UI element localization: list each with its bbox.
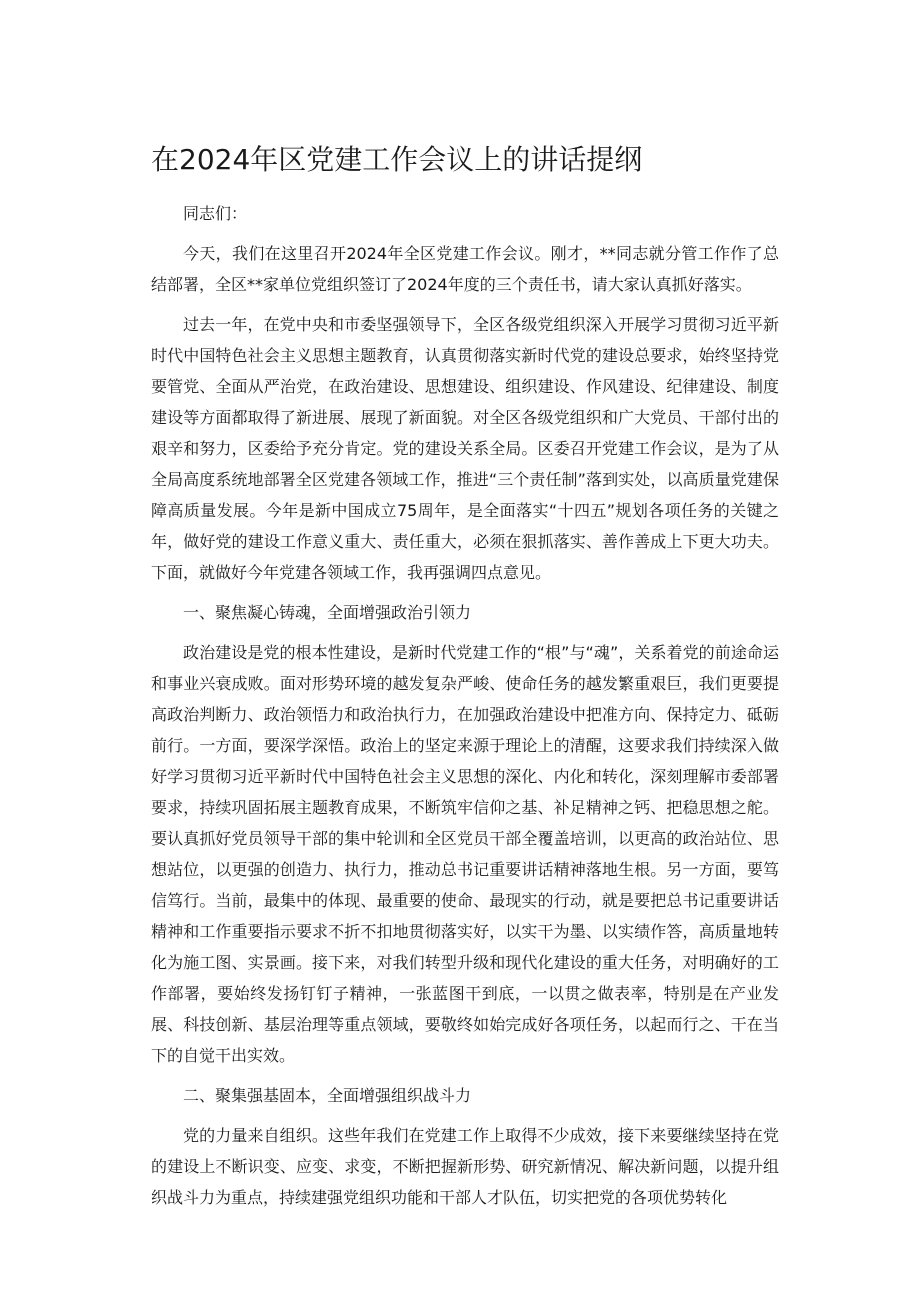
- document-title: 在2024年区党建工作会议上的讲话提纲: [151, 143, 643, 176]
- paragraph-organization: 党的力量来自组织。这些年我们在党建工作上取得不少成效，接下来要继续坚持在党的建设上不断识变、应变、求变，不断把握新形势、研究新情况、解决新问题，以提升组织战斗力为重点，持续建强党组织功能和干部人才队伍，切实把党的各项优势转化: [151, 1126, 779, 1207]
- section-heading-2: 二、聚集强基固本，全面增强组织战斗力: [183, 1086, 472, 1105]
- paragraph-political: 政治建设是党的根本性建设，是新时代党建工作的“根”与“魂”，关系着党的前途命运和事业兴衰成败。面对形势环境的越发复杂严峻、使命任务的越发繁重艰巨，我们更要提高政治判断力、政治领悟力和政治执行力，在加强政治建设中把准方向、保持定力、砥砺前行。一方面，要深学深悟。政治上的坚定来源于理论上的清醒，这要求我们持续深入做好学习贯彻习近平新时代中国特色社会主义思想的深化、内化和转化，深刻理解市委部署要求，持续巩固拓展主题教育成果，不断筑牢信仰之基、补足精神之钙、把稳思想之舵。要认真抓好党员领导干部的集中轮训和全区党员干部全覆盖培训，以更高的政治站位、思想站位，以更强的创造力、执行力，推动总书记重要讲话精神落地生根。另一方面，要笃信笃行。当前，最集中的体现、最重要的使命、最现实的行动，就是要把总书记重要讲话精神和工作重要指示要求不折不扣地贯彻落实好，以实干为墨、以实绩作答，高质量地转化为施工图、实景画。接下来，对我们转型升级和现代化建设的重大任务，对明确好的工作部署，要始终发扬钉钉子精神，一张蓝图干到底，一以贯之做表率，特别是在产业发展、科技创新、基层治理等重点领域，要敬终如始完成好各项任务，以起而行之、干在当下的自觉干出实效。: [151, 643, 779, 1065]
- document-body: [151, 198, 779, 1222]
- paragraph-opening: 今天，我们在这里召开2024年全区党建工作会议。刚才，**同志就分管工作作了总结部署，全区**家单位党组织签订了2024年度的三个责任书，请大家认真抓好落实。: [151, 244, 779, 294]
- paragraph-review: 过去一年，在党中央和市委坚强领导下，全区各级党组织深入开展学习贯彻习近平新时代中国特色社会主义思想主题教育，认真贯彻落实新时代党的建设总要求，始终坚持党要管党、全面从严治党，在政治建设、思想建设、组织建设、作风建设、纪律建设、制度建设等方面都取得了新进展、展现了新面貌。对全区各级党组织和广大党员、干部付出的艰辛和努力，区委给予充分肯定。党的建设关系全局。区委召开党建工作会议，是为了从全局高度系统地部署全区党建各领域工作，推进“三个责任制”落到实处，以高质量党建保障高质量发展。今年是新中国成立75周年，是全面落实“十四五”规划各项任务的关键之年，做好党的建设工作意义重大、责任重大，必须在狠抓落实、善作善成上下更大功夫。下面，就做好今年党建各领域工作，我再强调四点意见。: [151, 315, 779, 582]
- section-heading-1: 一、聚焦凝心铸魂，全面增强政治引领力: [183, 603, 472, 622]
- greeting: 同志们：: [183, 204, 248, 223]
